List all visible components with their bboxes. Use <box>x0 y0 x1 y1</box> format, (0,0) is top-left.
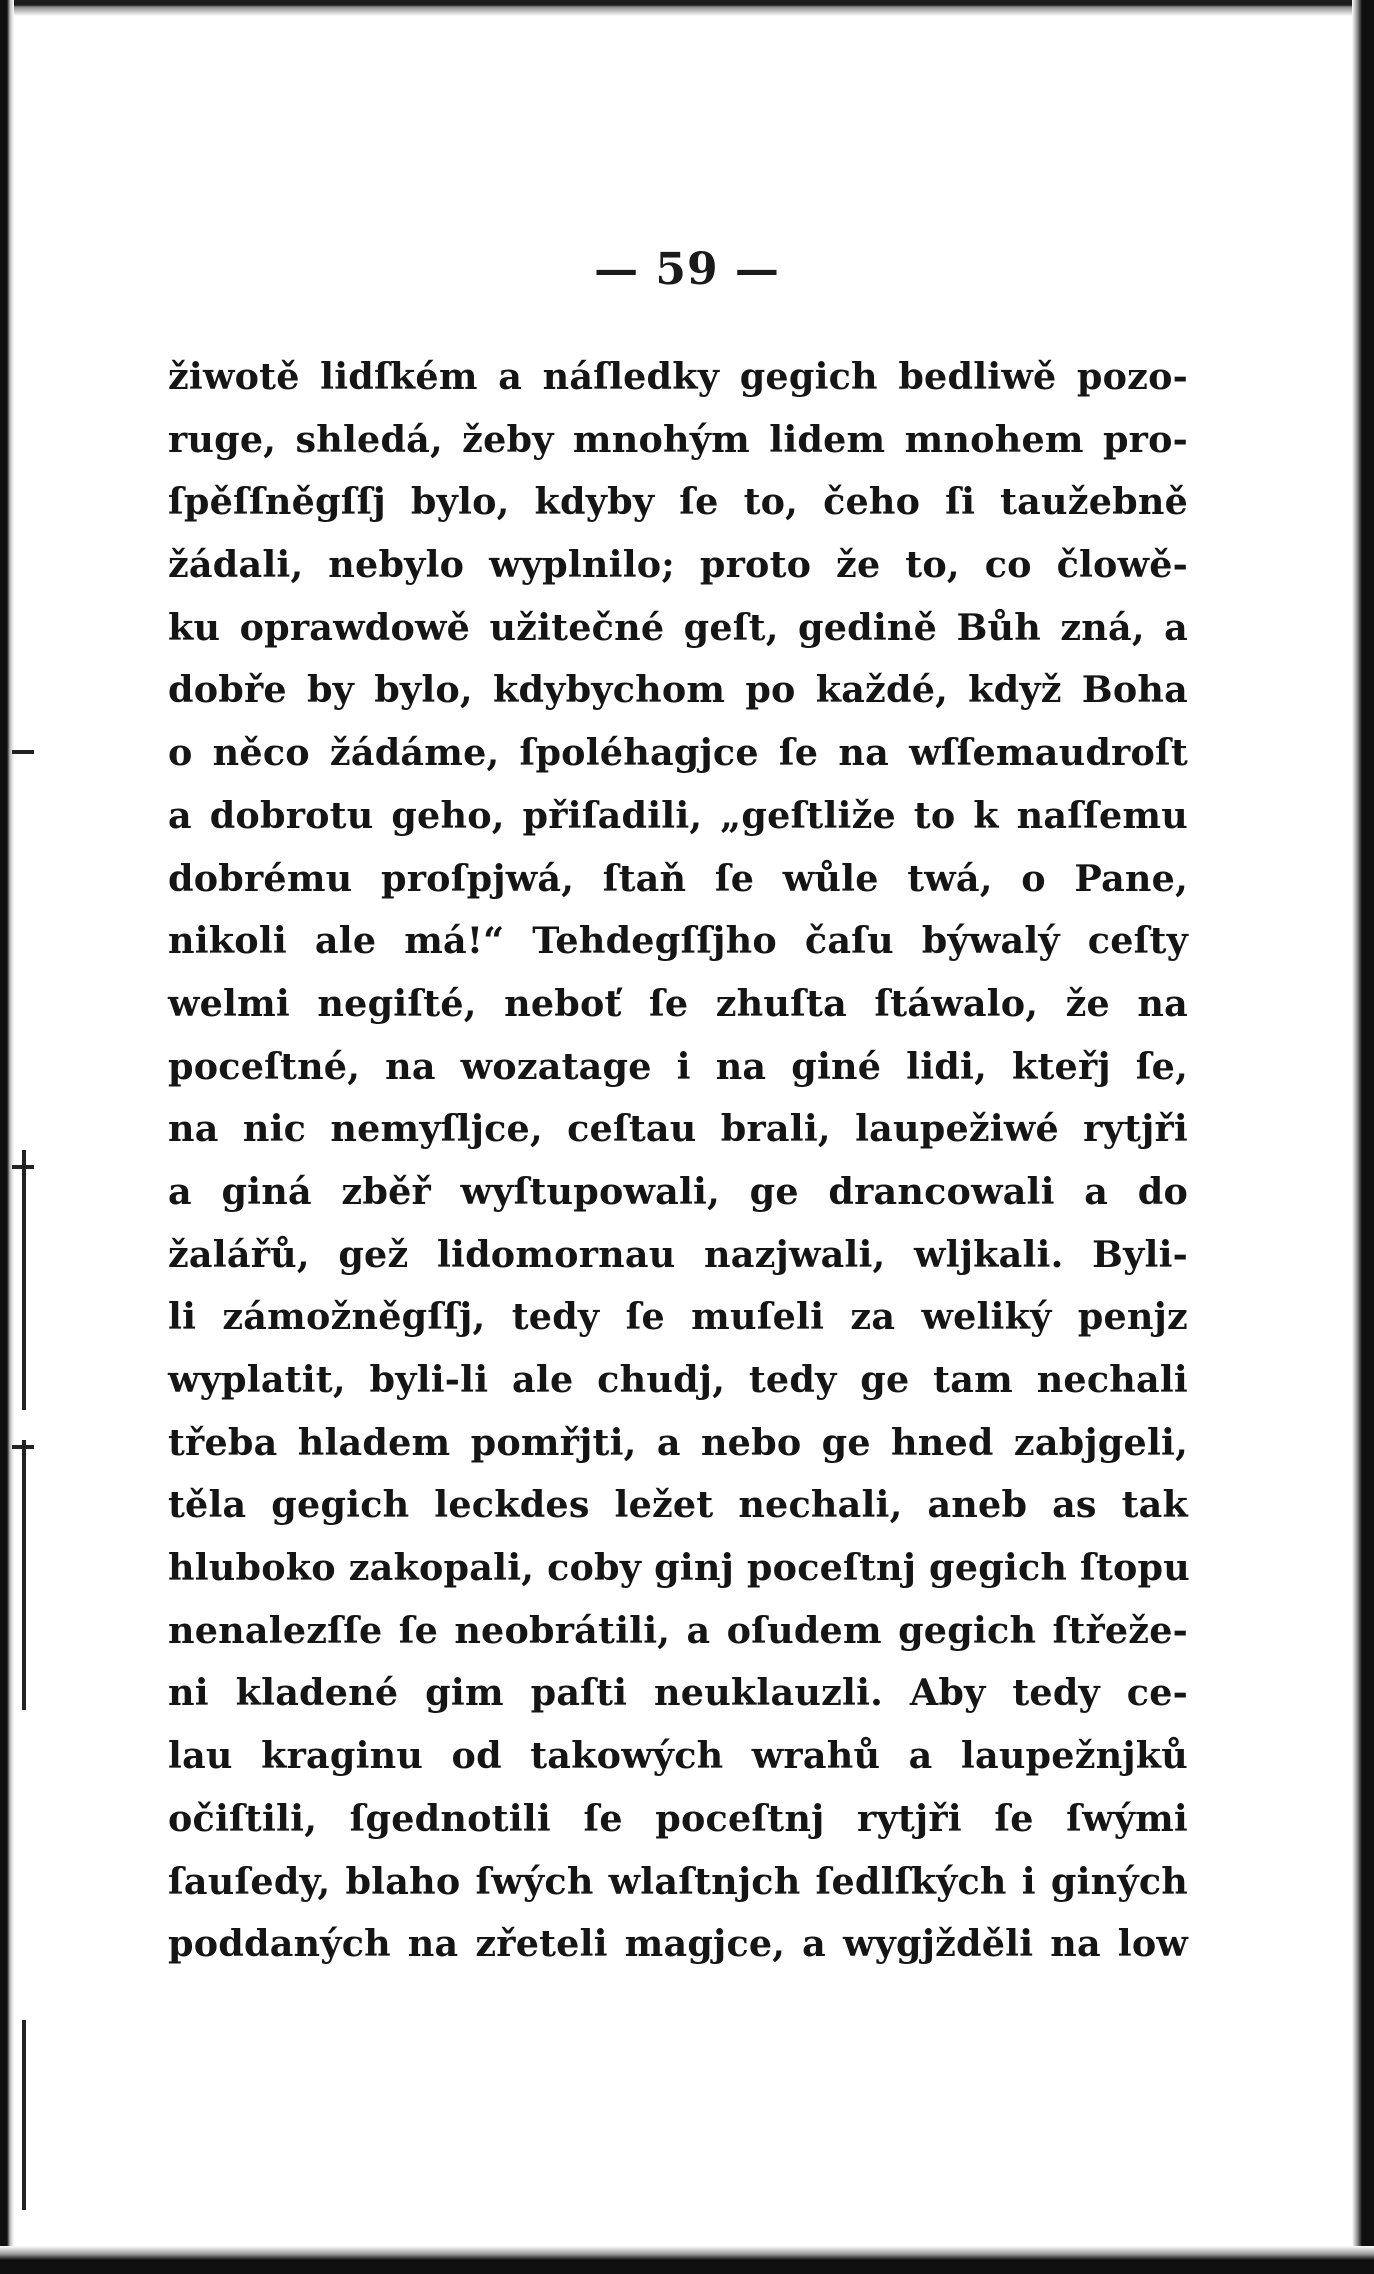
text-line: na nic nemyſljce, ceſtau brali, laupežiwé rytjři <box>168 1107 1188 1151</box>
text-line: ſauſedy, blaho ſwých wlaſtnjch ſedlſkých i giných <box>168 1859 1188 1903</box>
text-line: nikoli ale má!“ Tehdegſſjho čaſu býwalý ceſty <box>168 919 1188 963</box>
text-line: ſpěſſněgſſj bylo, kdyby ſe to, čeho ſi taužebně <box>168 480 1188 524</box>
text-line: žalářů, gež lidomornau nazjwali, wljkali. Byli- <box>168 1232 1188 1276</box>
margin-mark <box>22 2020 26 2210</box>
text-line: lau kraginu od takowých wrahů a laupežnjků <box>168 1734 1188 1778</box>
text-line: wyplatit, byli-li ale chudj, tedy ge tam nechali <box>168 1358 1188 1401</box>
text-line: dobře by bylo, kdybychom po každé, když Boha <box>168 668 1188 712</box>
scan-right-edge <box>1352 0 1374 2274</box>
text-line: ruge, shledá, žeby mnohým lidem mnohem pro- <box>168 417 1188 461</box>
text-line: hluboko zakopali, coby ginj poceſtnj gegich ſtopu <box>168 1546 1191 1590</box>
text-line: očiſtili, ſgednotili ſe poceſtnj rytjři ſe ſwými <box>168 1796 1188 1840</box>
text-line: poceſtné, na wozatage i na giné lidi, kteřj ſe, <box>168 1044 1188 1088</box>
text-line: ku oprawdowě užitečné geſt, gedině Bůh zná, a <box>168 605 1188 649</box>
text-line: o něco žádáme, ſpoléhagjce ſe na wſſemaudroſt <box>168 731 1188 775</box>
margin-mark <box>22 1440 26 1710</box>
scan-bottom-edge <box>0 2246 1374 2274</box>
text-line: těla gegich leckdes ležet nechali, aneb as tak <box>168 1483 1188 1527</box>
text-line: welmi negiſté, neboť ſe zhuſta ſtáwalo, že na <box>168 981 1188 1025</box>
body-text <box>168 346 1191 1976</box>
margin-mark <box>22 1150 26 1410</box>
margin-tick <box>12 1445 34 1449</box>
scan-left-edge <box>0 0 14 2274</box>
text-line: třeba hladem pomřjti, a nebo ge hned zabjgeli, <box>168 1420 1188 1464</box>
page-number: — 59 — <box>594 244 780 295</box>
margin-tick <box>12 750 34 754</box>
text-line: ni kladené gim paſti neuklauzli. Aby tedy ce- <box>168 1671 1188 1715</box>
text-line: žiwotě lidſkém a náſledky gegich bedliwě pozo- <box>168 355 1188 398</box>
text-line: poddaných na zřeteli magjce, a wygjžděli na low <box>168 1922 1188 1966</box>
margin-tick <box>12 1165 34 1169</box>
scan-top-edge <box>0 0 1374 16</box>
text-line: nenalezſſe ſe neobrátili, a oſudem gegich ſtřeže- <box>168 1608 1188 1652</box>
text-line: a dobrotu geho, přiſadili, „geſtliže to k naſſemu <box>168 793 1188 837</box>
text-line: dobrému proſpjwá, ſtaň ſe wůle twá, o Pane, <box>168 856 1188 900</box>
text-line: žádali, nebylo wyplnilo; proto že to, co člowě- <box>168 543 1188 587</box>
text-line: a giná zběř wyſtupowali, ge drancowali a do <box>168 1169 1188 1213</box>
text-line: li zámožněgſſj, tedy ſe muſeli za weliký penjz <box>168 1295 1188 1339</box>
